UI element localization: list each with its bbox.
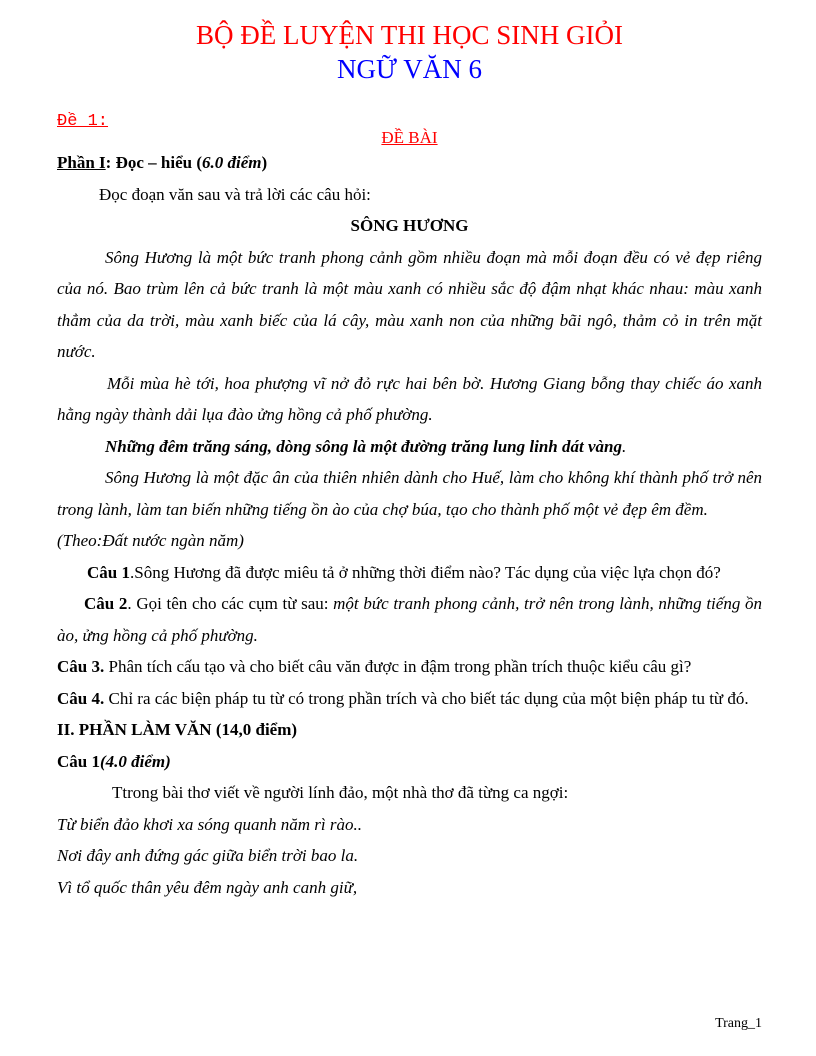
passage-source: (Theo:Đất nước ngàn năm) [57, 531, 244, 550]
part1-heading-score: 6.0 điểm [202, 153, 262, 172]
question-3 [57, 651, 762, 683]
question-2 [57, 588, 762, 651]
question-4-label: Câu 4. [57, 688, 105, 708]
question-3-label: Câu 3. [57, 657, 105, 676]
question-4 [57, 683, 762, 715]
document-subtitle: NGỮ VĂN 6 [337, 54, 482, 84]
section-heading: ĐỀ BÀI [381, 128, 438, 147]
document-page [57, 18, 762, 903]
question-4-text: Chỉ ra các biện pháp tu từ có trong phần trích và cho biết tác dụng của một biện pháp tu từ đó. [104, 688, 749, 708]
passage-paragraph-4: Sông Hương là một đặc ân của thiên nhiên dành cho Huế, làm cho không khí thành phố trở nên trong lành, làm tan biến những tiếng ồn ào của chợ búa, tạo cho thành phố một vẻ đẹp êm đềm. [57, 468, 762, 519]
question-1-label: Câu 1 [87, 562, 130, 582]
page-number: Trang_1 [715, 1016, 762, 1031]
poem-line-2: Nơi đây anh đứng gác giữa biển trời bao la. [57, 846, 359, 865]
part2-intro: Ttrong bài thơ viết về người lính đảo, một nhà thơ đã từng ca ngợi: [112, 783, 569, 802]
question-1-text: .Sông Hương đã được miêu tả ở những thời điểm nào? Tác dụng của việc lựa chọn đó? [129, 562, 721, 582]
question-1 [57, 557, 762, 589]
bold-sentence: Những đêm trăng sáng, dòng sông là một đường trăng lung linh dát vàng [105, 436, 622, 456]
passage-paragraph-3 [57, 431, 762, 463]
part1-heading-prefix: Phần I [57, 153, 106, 172]
bold-sentence-end: . [621, 436, 627, 456]
question-2-italic: một bức tranh phong cảnh, trở nên trong lành, những tiếng ồn ào, ửng hồng cả phố phường. [57, 594, 762, 645]
passage-paragraph-2: Mỗi mùa hè tới, hoa phượng vĩ nở đỏ rực hai bên bờ. Hương Giang bỗng thay chiếc áo xanh hằng ngày thành dải lụa đào ửng hồng cả phố phường. [57, 373, 762, 424]
part2-question-1 [57, 746, 762, 778]
part2-question-1-label: Câu 1 [57, 751, 100, 771]
question-2-text: . Gọi tên cho các cụm từ sau: [127, 594, 334, 613]
part2-heading: II. PHẦN LÀM VĂN (14,0 điểm) [57, 720, 298, 739]
part2-question-1-score: (4.0 điểm) [99, 751, 171, 771]
question-3-text: Phân tích cấu tạo và cho biết câu văn được in đậm trong phần trích thuộc kiểu câu gì? [104, 657, 692, 676]
passage-paragraph-1: Sông Hương là một bức tranh phong cảnh gồm nhiều đoạn mà mỗi đoạn đều có vẻ đẹp riêng của nó. Bao trùm lên cả bức tranh là một màu xanh có nhiều sắc độ đậm nhạt khác nhau: màu xanh thẳm của da trời, màu xanh biếc của lá cây, màu xanh non của những bãi ngô, thảm cỏ in trên mặt nước. [57, 247, 762, 361]
part1-heading-end: ) [261, 153, 268, 172]
document-title: BỘ ĐỀ LUYỆN THI HỌC SINH GIỎI [196, 20, 623, 50]
part1-heading-mid: : Đọc – hiểu ( [105, 153, 202, 172]
question-2-label: Câu 2 [84, 594, 128, 613]
reading-instruction: Đọc đoạn văn sau và trả lời các câu hỏi: [99, 184, 371, 204]
part1-heading [57, 147, 762, 179]
poem-line-3: Vì tổ quốc thân yêu đêm ngày anh canh giữ, [57, 877, 358, 897]
exam-label: Đề 1: [57, 112, 109, 131]
poem-line-1: Từ biển đảo khơi xa sóng quanh năm rì rào.. [57, 814, 362, 834]
passage-title: SÔNG HƯƠNG [350, 216, 469, 235]
